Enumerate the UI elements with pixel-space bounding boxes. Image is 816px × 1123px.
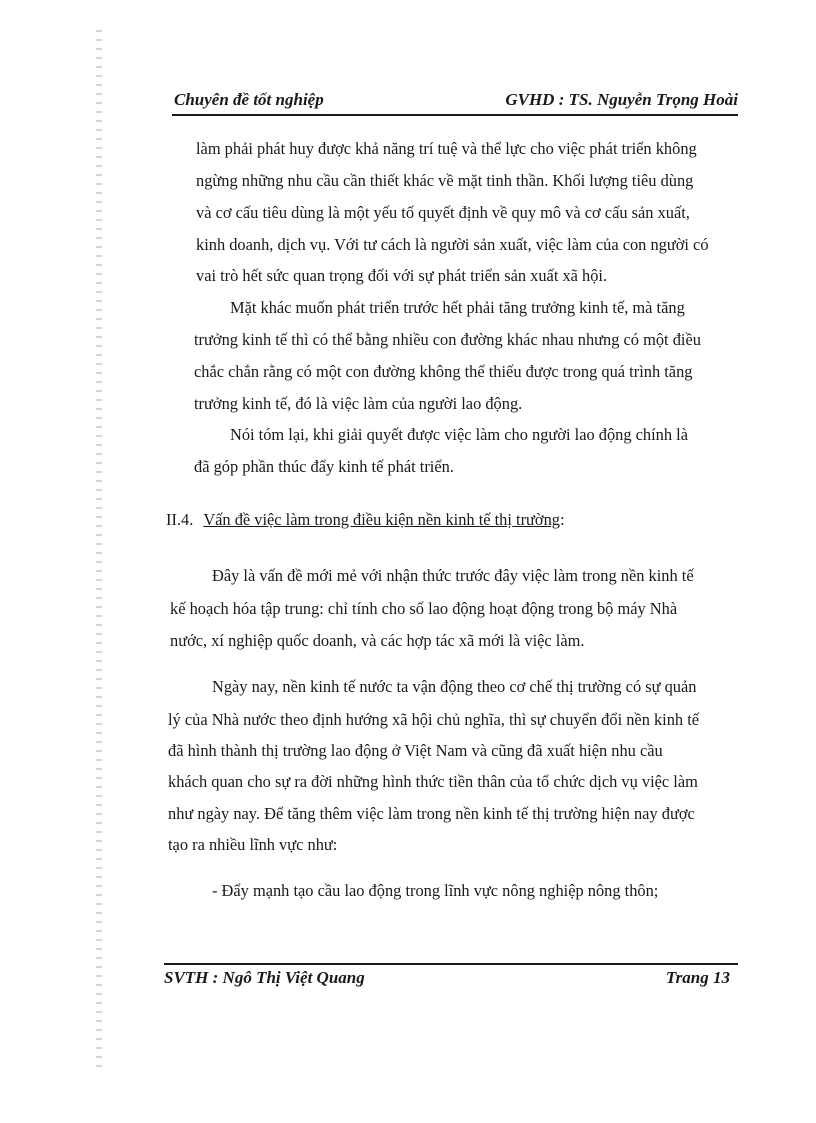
text-line: làm phải phát huy được khả năng trí tuệ và thể lực cho việc phát triển không <box>196 139 697 158</box>
footer-student: SVTH : Ngô Thị Việt Quang <box>164 968 365 987</box>
section-title: Vấn đề việc làm trong điều kiện nền kinh tế thị trường <box>203 510 560 529</box>
section-colon: : <box>559 510 565 529</box>
list-item: - Đẩy mạnh tạo cầu lao động trong lĩnh vực nông nghiệp nông thôn; <box>212 881 659 900</box>
text-line: như ngày nay. Để tăng thêm việc làm trong nền kinh tế thị trường hiện nay được <box>168 804 695 823</box>
scan-edge-marks <box>96 30 102 1070</box>
text-line: Nói tóm lại, khi giải quyết được việc làm cho người lao động chính là <box>230 425 688 444</box>
text-line: kế hoạch hóa tập trung: chỉ tính cho số lao động hoạt động trong bộ máy Nhà <box>170 599 678 618</box>
page-footer <box>164 968 730 992</box>
text-line: trưởng kinh tế thì có thể bằng nhiều con đường khác nhau nhưng có một điều <box>194 330 701 349</box>
text-line: đã hình thành thị trường lao động ở Việt Nam và cũng đã xuất hiện nhu cầu <box>168 741 663 760</box>
text-line: Đây là vấn đề mới mẻ với nhận thức trước đây việc làm trong nền kinh tế <box>212 566 694 585</box>
text-line: vai trò hết sức quan trọng đối với sự phát triển sản xuất xã hội. <box>196 266 608 285</box>
text-line: khách quan cho sự ra đời những hình thức tiền thân của tổ chức dịch vụ việc làm <box>168 772 698 791</box>
header-rule <box>172 114 738 116</box>
text-line: Mặt khác muốn phát triển trước hết phải tăng trưởng kinh tế, mà tăng <box>230 298 685 317</box>
text-line: kinh doanh, dịch vụ. Với tư cách là người sản xuất, việc làm của con người có <box>196 235 709 254</box>
text-line: lý của Nhà nước theo định hướng xã hội chủ nghĩa, thì sự chuyển đổi nền kinh tế <box>168 710 700 729</box>
text-line: chắc chắn rằng có một con đường không thể thiếu được trong quá trình tăng <box>194 362 693 381</box>
footer-rule <box>164 963 738 965</box>
section-number: II.4. <box>166 510 194 529</box>
text-line: đã góp phần thúc đẩy kinh tế phát triển. <box>194 457 454 476</box>
text-line: trưởng kinh tế, đó là việc làm của người lao động. <box>194 394 523 413</box>
text-line: và cơ cấu tiêu dùng là một yếu tố quyết định về quy mô và cơ cấu sản xuất, <box>196 203 690 222</box>
text-line: tạo ra nhiều lĩnh vực như: <box>168 835 338 854</box>
page-number: Trang 13 <box>665 968 730 987</box>
text-line: nước, xí nghiệp quốc doanh, và các hợp tác xã mới là việc làm. <box>170 631 585 650</box>
header-document-type: Chuyên đề tốt nghiệp <box>174 90 324 109</box>
section-heading <box>166 510 565 530</box>
text-line: Ngày nay, nền kinh tế nước ta vận động theo cơ chế thị trường có sự quản <box>212 677 697 696</box>
header-supervisor: GVHD : TS. Nguyễn Trọng Hoài <box>505 90 738 109</box>
text-line: ngừng những nhu cầu cần thiết khác về mặt tinh thần. Khối lượng tiêu dùng <box>196 171 694 190</box>
